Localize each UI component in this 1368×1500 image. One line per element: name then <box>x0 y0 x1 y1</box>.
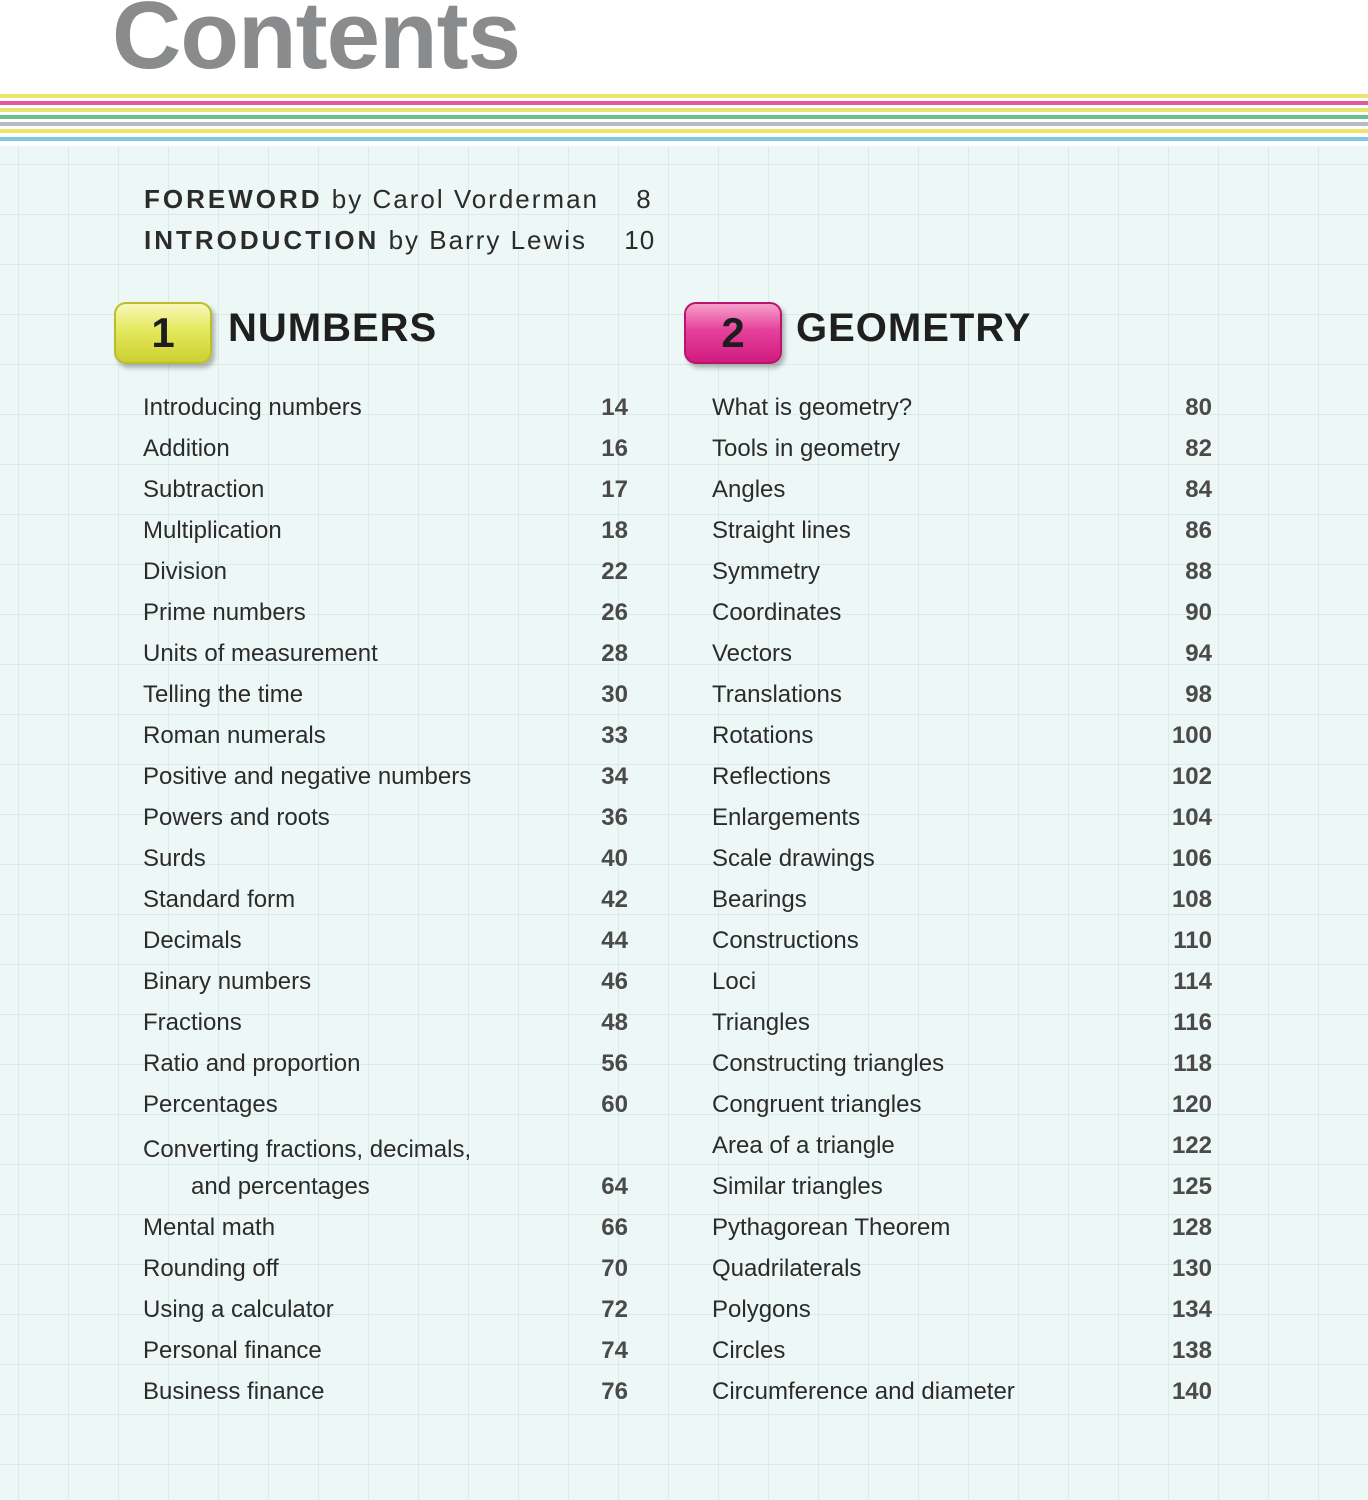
toc-row[interactable] <box>712 1287 1212 1328</box>
toc-entry-title: Symmetry <box>712 558 820 585</box>
section-2-title: GEOMETRY <box>796 306 1032 350</box>
toc-entry-title: Area of a triangle <box>712 1132 895 1159</box>
toc-entry-title: Circumference and diameter <box>712 1378 1015 1405</box>
toc-entry-title: Coordinates <box>712 599 842 626</box>
toc-entry-page: 88 <box>1185 558 1212 585</box>
toc-row[interactable] <box>712 631 1212 672</box>
foreword-page: 8 <box>636 184 652 214</box>
toc-row[interactable] <box>143 426 628 467</box>
toc-entry-title: Reflections <box>712 763 831 790</box>
stripe-line <box>0 115 1368 119</box>
toc-row[interactable] <box>143 959 628 1000</box>
toc-entry-page: 76 <box>601 1378 628 1405</box>
toc-entry-title: Straight lines <box>712 517 851 544</box>
toc-row[interactable] <box>712 549 1212 590</box>
section-1-title: NUMBERS <box>228 306 438 350</box>
toc-entry-title: Subtraction <box>143 476 265 503</box>
toc-row[interactable] <box>143 631 628 672</box>
toc-entry-title: Bearings <box>712 886 807 913</box>
toc-row[interactable] <box>712 877 1212 918</box>
toc-entry-title: Similar triangles <box>712 1173 883 1200</box>
toc-entry-title: Division <box>143 558 228 585</box>
toc-entry-page: 64 <box>601 1173 628 1200</box>
toc-row[interactable] <box>143 590 628 631</box>
toc-entry-title: Constructing triangles <box>712 1050 945 1077</box>
toc-row[interactable] <box>143 877 628 918</box>
toc-entry-page: 22 <box>601 558 628 585</box>
toc-entry-title: Powers and roots <box>143 804 330 831</box>
toc-row[interactable] <box>712 672 1212 713</box>
section-2-number: 2 <box>721 309 745 356</box>
toc-entry-page: 14 <box>601 394 628 421</box>
toc-entry-page: 70 <box>601 1255 628 1282</box>
toc-row[interactable] <box>712 713 1212 754</box>
toc-row[interactable] <box>712 1246 1212 1287</box>
stripe-line <box>0 129 1368 133</box>
toc-entry-page: 26 <box>601 599 628 626</box>
toc-row[interactable] <box>712 959 1212 1000</box>
toc-row[interactable] <box>712 918 1212 959</box>
toc-entry-title: Tools in geometry <box>712 435 901 462</box>
toc-entry-title: Mental math <box>143 1214 276 1241</box>
introduction-label: INTRODUCTION <box>144 225 380 255</box>
stripe-line <box>0 94 1368 98</box>
toc-row[interactable] <box>712 1082 1212 1123</box>
toc-entry-page: 30 <box>601 681 628 708</box>
toc-entry-page: 118 <box>1173 1050 1212 1077</box>
toc-entry-title: Prime numbers <box>143 599 306 626</box>
stripe-line <box>0 108 1368 112</box>
foreword-entry[interactable] <box>144 184 652 215</box>
toc-entry-title: Binary numbers <box>143 968 312 995</box>
toc-entry-title: Positive and negative numbers <box>143 763 472 790</box>
toc-entry-page: 28 <box>601 640 628 667</box>
toc-row[interactable] <box>712 1164 1212 1205</box>
toc-row[interactable] <box>143 549 628 590</box>
geometry-toc-list <box>712 385 1212 1410</box>
toc-entry-title: Quadrilaterals <box>712 1255 862 1282</box>
foreword-label: FOREWORD <box>144 184 323 214</box>
toc-row[interactable] <box>143 795 628 836</box>
toc-entry-page: 18 <box>601 517 628 544</box>
toc-row[interactable] <box>143 467 628 508</box>
toc-entry-page: 140 <box>1171 1378 1212 1405</box>
toc-entry-title: Triangles <box>712 1009 810 1036</box>
toc-row[interactable] <box>712 1369 1212 1410</box>
toc-entry-page: 33 <box>601 722 628 749</box>
toc-entry-title: Fractions <box>143 1009 242 1036</box>
toc-entry-title: Personal finance <box>143 1337 322 1364</box>
toc-entry-page: 122 <box>1171 1132 1212 1159</box>
toc-row[interactable] <box>143 508 628 549</box>
toc-row[interactable] <box>712 1041 1212 1082</box>
toc-row[interactable] <box>143 1123 628 1205</box>
toc-row[interactable] <box>712 385 1212 426</box>
toc-entry-title: What is geometry? <box>712 394 913 421</box>
toc-row[interactable] <box>143 1328 628 1369</box>
page-title: Contents <box>112 0 520 89</box>
toc-entry-title: Loci <box>712 968 757 995</box>
toc-entry-title: Introducing numbers <box>143 394 362 421</box>
toc-row[interactable] <box>712 836 1212 877</box>
toc-row[interactable] <box>143 1082 628 1123</box>
toc-row[interactable] <box>143 1287 628 1328</box>
toc-entry-title: Rotations <box>712 722 814 749</box>
toc-entry-title: Units of measurement <box>143 640 378 667</box>
toc-row[interactable] <box>712 1000 1212 1041</box>
stripe-line <box>0 101 1368 105</box>
toc-entry-page: 80 <box>1185 394 1212 421</box>
toc-row[interactable] <box>712 1328 1212 1369</box>
toc-entry-title: Congruent triangles <box>712 1091 922 1118</box>
toc-entry-title: Roman numerals <box>143 722 326 749</box>
toc-entry-title: Surds <box>143 845 206 872</box>
toc-entry-page: 74 <box>601 1337 628 1364</box>
toc-entry-title: Scale drawings <box>712 845 875 872</box>
toc-entry-page: 42 <box>601 886 628 913</box>
toc-row[interactable] <box>143 1041 628 1082</box>
toc-entry-title: Multiplication <box>143 517 282 544</box>
toc-entry-page: 104 <box>1171 804 1212 831</box>
toc-entry-page: 82 <box>1185 435 1212 462</box>
toc-entry-page: 40 <box>601 845 628 872</box>
toc-row[interactable] <box>712 795 1212 836</box>
toc-entry-page: 138 <box>1171 1337 1212 1364</box>
toc-row[interactable] <box>143 672 628 713</box>
toc-entry-page: 106 <box>1171 845 1212 872</box>
section-2-badge <box>684 302 782 364</box>
introduction-page: 10 <box>624 225 656 255</box>
toc-row[interactable] <box>712 508 1212 549</box>
toc-entry-page: 46 <box>601 968 628 995</box>
toc-entry-page: 94 <box>1185 640 1212 667</box>
toc-entry-page: 116 <box>1173 1009 1212 1036</box>
toc-row[interactable] <box>143 836 628 877</box>
toc-entry-title: Translations <box>712 681 842 708</box>
toc-entry-title: Pythagorean Theorem <box>712 1214 951 1241</box>
introduction-entry[interactable] <box>144 225 655 256</box>
toc-entry-page: 130 <box>1171 1255 1212 1282</box>
toc-entry-title: Ratio and proportion <box>143 1050 361 1077</box>
toc-entry-page: 86 <box>1185 517 1212 544</box>
toc-entry-title: Using a calculator <box>143 1296 334 1323</box>
toc-entry-title: Constructions <box>712 927 859 954</box>
section-1-badge <box>114 302 212 364</box>
toc-row[interactable] <box>712 1205 1212 1246</box>
toc-row[interactable] <box>143 385 628 426</box>
toc-row[interactable] <box>143 754 628 795</box>
toc-entry-page: 72 <box>601 1296 628 1323</box>
toc-entry-page: 56 <box>601 1050 628 1077</box>
toc-entry-page: 110 <box>1173 927 1212 954</box>
toc-row[interactable] <box>712 467 1212 508</box>
toc-row[interactable] <box>143 1205 628 1246</box>
toc-entry-title: Percentages <box>143 1091 278 1118</box>
toc-entry-title-line1: Converting fractions, decimals, <box>143 1136 472 1163</box>
toc-entry-page: 36 <box>601 804 628 831</box>
toc-entry-page: 125 <box>1171 1173 1212 1200</box>
toc-entry-page: 102 <box>1171 763 1212 790</box>
toc-row[interactable] <box>143 713 628 754</box>
toc-entry-page: 108 <box>1171 886 1212 913</box>
toc-row[interactable] <box>712 754 1212 795</box>
toc-row[interactable] <box>712 1123 1212 1164</box>
toc-row[interactable] <box>143 918 628 959</box>
toc-entry-page: 120 <box>1171 1091 1212 1118</box>
toc-entry-page: 84 <box>1185 476 1212 503</box>
toc-entry-page: 17 <box>601 476 628 503</box>
toc-entry-title-line2: and percentages <box>191 1173 370 1200</box>
toc-entry-title: Circles <box>712 1337 786 1364</box>
toc-entry-title: Business finance <box>143 1378 325 1405</box>
toc-entry-page: 48 <box>601 1009 628 1036</box>
section-1-number: 1 <box>151 309 175 356</box>
toc-entry-title: Enlargements <box>712 804 861 831</box>
toc-entry-title: Angles <box>712 476 786 503</box>
numbers-toc-list <box>143 385 628 1410</box>
toc-row[interactable] <box>712 426 1212 467</box>
toc-entry-page: 90 <box>1185 599 1212 626</box>
foreword-author: by Carol Vorderman <box>331 184 600 214</box>
toc-entry-page: 44 <box>601 927 628 954</box>
toc-row[interactable] <box>143 1246 628 1287</box>
toc-entry-title: Standard form <box>143 886 296 913</box>
toc-entry-title <box>143 1131 471 1205</box>
toc-entry-page: 134 <box>1171 1296 1212 1323</box>
toc-entry-page: 60 <box>601 1091 628 1118</box>
toc-entry-page: 98 <box>1185 681 1212 708</box>
toc-entry-page: 128 <box>1171 1214 1212 1241</box>
stripe-line <box>0 137 1368 141</box>
stripe-line <box>0 122 1368 126</box>
toc-entry-page: 66 <box>601 1214 628 1241</box>
toc-entry-title: Vectors <box>712 640 793 667</box>
toc-row[interactable] <box>143 1000 628 1041</box>
toc-entry-title: Rounding off <box>143 1255 279 1282</box>
toc-entry-page: 100 <box>1171 722 1212 749</box>
toc-entry-title: Polygons <box>712 1296 811 1323</box>
toc-entry-page: 16 <box>601 435 628 462</box>
toc-entry-page: 114 <box>1173 968 1212 995</box>
toc-entry-title: Telling the time <box>143 681 304 708</box>
toc-entry-title: Decimals <box>143 927 242 954</box>
toc-entry-title: Addition <box>143 435 230 462</box>
introduction-author: by Barry Lewis <box>388 225 588 255</box>
toc-entry-page: 34 <box>601 763 628 790</box>
toc-row[interactable] <box>712 590 1212 631</box>
toc-row[interactable] <box>143 1369 628 1410</box>
